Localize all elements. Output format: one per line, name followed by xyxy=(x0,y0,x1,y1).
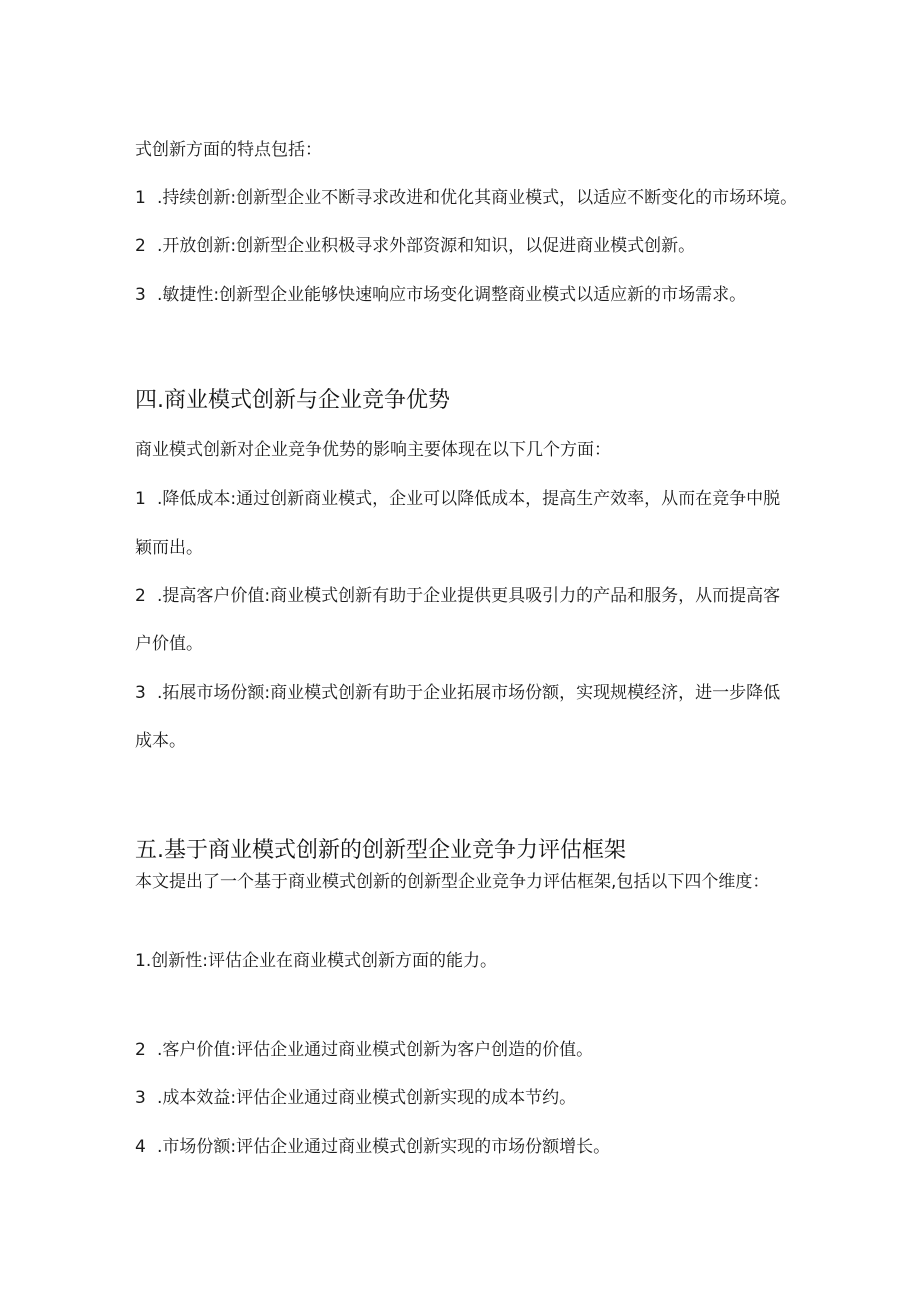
list-item-text: .拓展市场份额:商业模式创新有助于企业拓展市场份额，实现规模经济，进一步降低 xyxy=(157,683,781,703)
list-item xyxy=(135,236,695,256)
section4-intro: 商业模式创新对企业竞争优势的影响主要体现在以下几个方面： xyxy=(135,440,611,460)
list-item-number: 1 xyxy=(135,188,146,208)
list-item xyxy=(135,285,746,305)
list-item xyxy=(135,1137,610,1157)
list-item-text: .持续创新:创新型企业不断寻求改进和优化其商业模式，以适应不断变化的市场环境。 xyxy=(157,188,798,208)
list-item xyxy=(135,683,780,703)
list-item-continuation: 成本。 xyxy=(135,731,186,751)
list-item-number: 3 xyxy=(135,683,146,703)
list-item-number: 2 xyxy=(135,236,146,256)
list-item xyxy=(135,489,780,509)
list-item-number: 3 xyxy=(135,1088,146,1108)
list-item-text: .降低成本:通过创新商业模式，企业可以降低成本，提高生产效率，从而在竞争中脱 xyxy=(157,489,781,509)
list-item xyxy=(135,188,797,208)
list-item xyxy=(135,586,780,606)
list-item-text: .提高客户价值:商业模式创新有助于企业提供更具吸引力的产品和服务，从而提高客 xyxy=(157,586,781,606)
list-item-number: 1 xyxy=(135,489,146,509)
list-item-number: 2 xyxy=(135,1040,146,1060)
section5-intro: 本文提出了一个基于商业模式创新的创新型企业竞争力评估框架,包括以下四个维度： xyxy=(135,872,770,892)
list-item-text: .开放创新:创新型企业积极寻求外部资源和知识，以促进商业模式创新。 xyxy=(157,236,696,256)
list-item-text: .成本效益:评估企业通过商业模式创新实现的成本节约。 xyxy=(157,1088,577,1108)
list-item-number: 3 xyxy=(135,285,146,305)
list-item: 1.创新性:评估企业在商业模式创新方面的能力。 xyxy=(135,951,497,971)
list-item-continuation: 颖而出。 xyxy=(135,538,203,558)
section4-title: 四.商业模式创新与企业竞争优势 xyxy=(135,388,450,413)
list-item-number: 4 xyxy=(135,1137,146,1157)
section3-intro: 式创新方面的特点包括： xyxy=(135,140,322,160)
list-item xyxy=(135,1040,593,1060)
list-item xyxy=(135,1088,576,1108)
list-item-number: 2 xyxy=(135,586,146,606)
list-item-text: .敏捷性:创新型企业能够快速响应市场变化调整商业模式以适应新的市场需求。 xyxy=(157,285,747,305)
section5-title: 五.基于商业模式创新的创新型企业竞争力评估框架 xyxy=(135,838,626,863)
list-item-text: .客户价值:评估企业通过商业模式创新为客户创造的价值。 xyxy=(157,1040,594,1060)
list-item-continuation: 户价值。 xyxy=(135,634,203,654)
list-item-text: .市场份额:评估企业通过商业模式创新实现的市场份额增长。 xyxy=(157,1137,611,1157)
